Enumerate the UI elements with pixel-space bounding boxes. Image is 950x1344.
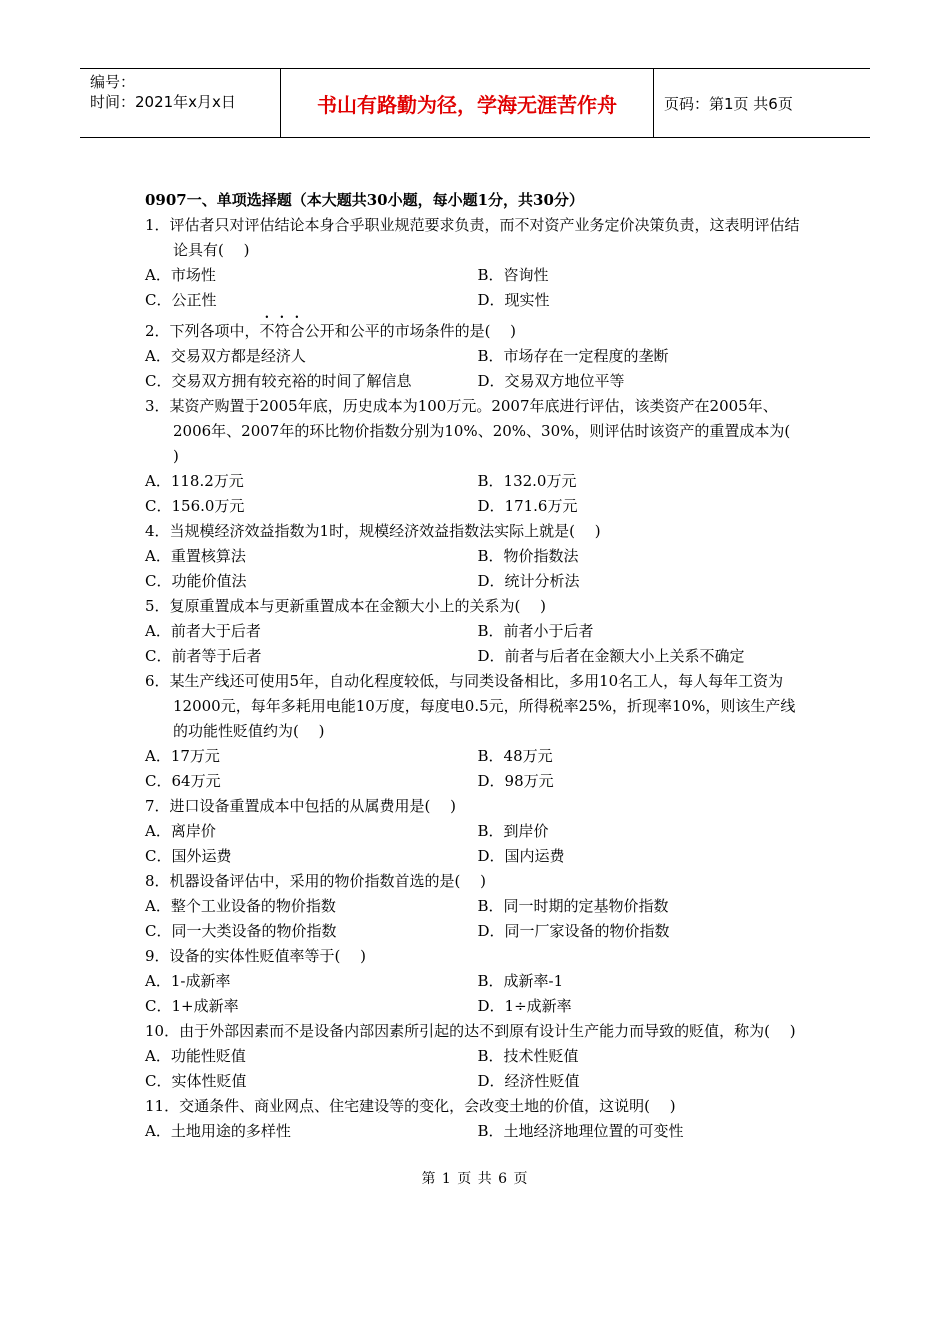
option: D．1÷成新率 (477, 997, 572, 1015)
question-5: 5．复原重置成本与更新重置成本在金额大小上的关系为( ) (145, 597, 547, 615)
option: A．土地用途的多样性 (145, 1122, 291, 1140)
section-title: 0907一、单项选择题（本大题共30小题，每小题1分，共30分） (145, 191, 584, 209)
option: B．咨询性 (477, 266, 549, 284)
header-meta (80, 69, 281, 137)
option: C．公正性 (145, 291, 217, 309)
question-1: 1．评估者只对评估结论本身合乎职业规范要求负责，而不对资产业务定价决策负责，这表明评估结论具有( ) (145, 216, 800, 259)
options-row (145, 994, 810, 1019)
question-2 (145, 313, 810, 344)
options-row (145, 644, 810, 669)
options-row (145, 1069, 810, 1094)
option: C．156.0万元 (145, 497, 245, 515)
option: A．重置核算法 (145, 547, 246, 565)
question-2-part: 公开和公平的市场条件的是( ) (304, 322, 517, 340)
options-row (145, 769, 810, 794)
options-row (145, 894, 810, 919)
option: D．统计分析法 (477, 572, 580, 590)
emphasis-text: 不符合 (259, 322, 305, 340)
options-row (145, 288, 810, 313)
question-6: 6．某生产线还可使用5年，自动化程度较低，与同类设备相比，多用10名工人，每人每年工资为12000元，每年多耗用电能10万度，每度电0.5元，所得税率25%，折现率10%，则该生产线的功能性贬值约为( ) (145, 672, 796, 740)
option: B．同一时期的定基物价指数 (477, 897, 669, 915)
options-row (145, 619, 810, 644)
option: C．功能价值法 (145, 572, 247, 590)
question-3: 3．某资产购置于2005年底，历史成本为100万元。2007年底进行评估，该类资产在2005年、2006年、2007年的环比物价指数分别为10%、20%、30%，则评估时该资产的重置成本为( ) (145, 397, 811, 465)
doc-time: 时间：2021年x月x日 (90, 93, 236, 111)
option: D．前者与后者在金额大小上关系不确定 (477, 647, 745, 665)
question-11: 11．交通条件、商业网点、住宅建设等的变化，会改变土地的价值，这说明( ) (145, 1097, 676, 1115)
option: B．前者小于后者 (477, 622, 594, 640)
options-row (145, 1119, 810, 1144)
options-row (145, 1044, 810, 1069)
options-row (145, 344, 810, 369)
page-header (80, 68, 870, 138)
option: D．国内运费 (477, 847, 565, 865)
exam-content (145, 188, 810, 1144)
options-row (145, 263, 810, 288)
options-row (145, 544, 810, 569)
option: C．64万元 (145, 772, 221, 790)
options-row (145, 919, 810, 944)
option: B．到岸价 (477, 822, 549, 840)
option: A．17万元 (145, 747, 220, 765)
option: D．同一厂家设备的物价指数 (477, 922, 670, 940)
option: C．1+成新率 (145, 997, 239, 1015)
option: C．国外运费 (145, 847, 232, 865)
option: C．实体性贬值 (145, 1072, 247, 1090)
option: B．市场存在一定程度的垄断 (477, 347, 669, 365)
question-4: 4．当规模经济效益指数为1时，规模经济效益指数法实际上就是( ) (145, 522, 601, 540)
header-motto: 书山有路勤为径，学海无涯苦作舟 (281, 69, 654, 137)
header-page-code: 页码：第1页 共6页 (664, 94, 793, 113)
option: A．市场性 (145, 266, 216, 284)
option: A．功能性贬值 (145, 1047, 246, 1065)
question-2-part: 2．下列各项中， (145, 322, 260, 340)
option: A．前者大于后者 (145, 622, 261, 640)
option: A．交易双方都是经济人 (145, 347, 306, 365)
option: B．技术性贬值 (477, 1047, 579, 1065)
options-row (145, 494, 810, 519)
option: D．98万元 (477, 772, 554, 790)
options-row (145, 369, 810, 394)
option: B．物价指数法 (477, 547, 579, 565)
option: D．经济性贬值 (477, 1072, 580, 1090)
options-row (145, 744, 810, 769)
option: B．132.0万元 (477, 472, 577, 490)
option: B．48万元 (477, 747, 553, 765)
doc-number: 编号： (90, 73, 136, 91)
options-row (145, 844, 810, 869)
option: C．交易双方拥有较充裕的时间了解信息 (145, 372, 412, 390)
options-row (145, 819, 810, 844)
question-8: 8．机器设备评估中，采用的物价指数首选的是( ) (145, 872, 487, 890)
option: B．土地经济地理位置的可变性 (477, 1122, 684, 1140)
question-10: 10．由于外部因素而不是设备内部因素所引起的达不到原有设计生产能力而导致的贬值，称为( ) (145, 1022, 796, 1040)
option: B．成新率-1 (477, 972, 564, 990)
option: D．现实性 (477, 291, 550, 309)
option: A．1-成新率 (145, 972, 231, 990)
question-9: 9．设备的实体性贬值率等于( ) (145, 947, 367, 965)
option: C．同一大类设备的物价指数 (145, 922, 337, 940)
option: A．离岸价 (145, 822, 216, 840)
option: D．171.6万元 (477, 497, 578, 515)
page-footer: 第 1 页 共 6 页 (421, 1171, 529, 1187)
option: A．118.2万元 (145, 472, 244, 490)
options-row (145, 469, 810, 494)
options-row (145, 969, 810, 994)
question-7: 7．进口设备重置成本中包括的从属费用是( ) (145, 797, 457, 815)
options-row (145, 569, 810, 594)
option: C．前者等于后者 (145, 647, 262, 665)
option: A．整个工业设备的物价指数 (145, 897, 336, 915)
option: D．交易双方地位平等 (477, 372, 625, 390)
